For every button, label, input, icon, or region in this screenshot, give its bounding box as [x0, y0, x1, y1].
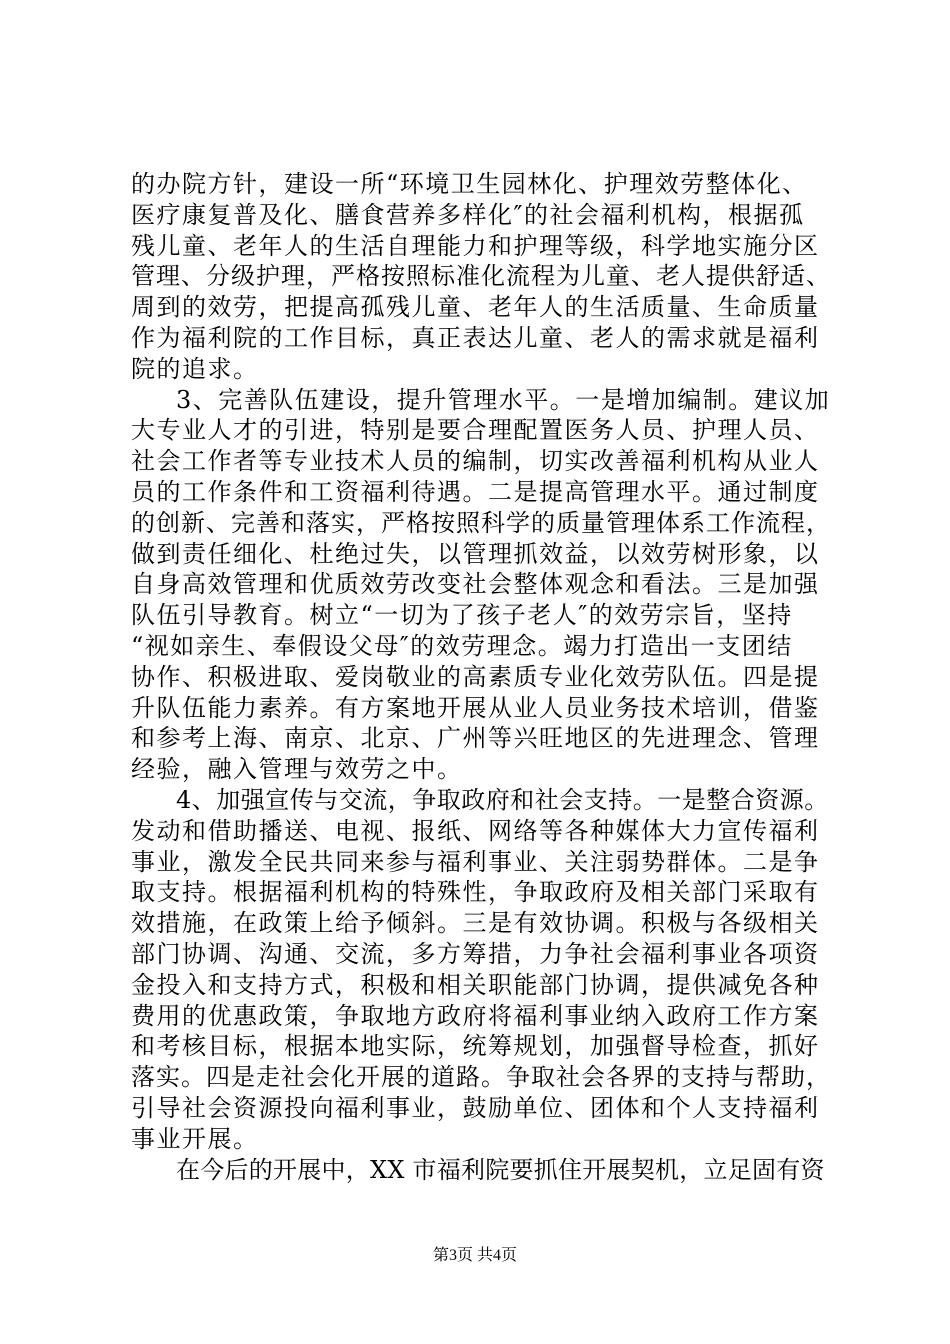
text-line: 落实。四是走社会化开展的道路。争取社会各界的支持与帮助，	[131, 1063, 831, 1092]
text-line: 医疗康复普及化、膳食营养多样化″的社会福利机构，根据孤	[131, 200, 805, 229]
text-line: 取支持。根据福利机构的特殊性，争取政府及相关部门采取有	[131, 878, 820, 907]
text-line: 4、加强宣传与交流，争取政府和社会支持。一是整合资源。	[176, 786, 829, 814]
text-line: 大专业人才的引进，特别是要合理配置医务人员、护理人员、	[131, 416, 820, 445]
text-line: 做到责任细化、杜绝过失，以管理抓效益，以效劳树形象，以	[131, 539, 820, 568]
text-line: 事业，激发全民共同来参与福利事业、关注弱势群体。二是争	[131, 847, 820, 876]
text-line: 员的工作条件和工资福利待遇。二是提高管理水平。通过制度	[131, 478, 820, 506]
text-line: 和参考上海、南京、北京、广州等兴旺地区的先进理念、管理	[131, 724, 820, 753]
text-line: 金投入和支持方式，积极和相关职能部门协调，提供减免各种	[131, 970, 820, 999]
text-line: “视如亲生、奉假设父母″的效劳理念。竭力打造出一支团结	[131, 632, 793, 660]
text-line: 升队伍能力素养。有方案地开展从业人员业务技术培训，借鉴	[131, 693, 820, 722]
text-line: 在今后的开展中，XX 市福利院要抓住开展契机，立足固有资	[176, 1155, 825, 1184]
text-line: 协作、积极进取、爱岗敬业的高素质专业化效劳队伍。四是提	[131, 662, 820, 691]
text-line: 费用的优惠政策，争取地方政府将福利事业纳入政府工作方案	[131, 1001, 820, 1030]
text-line: 的创新、完善和落实，严格按照科学的质量管理体系工作流程，	[131, 508, 831, 537]
text-line: 管理、分级护理，严格按照标准化流程为儿童、老人提供舒适、	[131, 262, 831, 291]
text-line: 院的追求。	[131, 354, 259, 383]
text-line: 自身高效管理和优质效劳改变社会整体观念和看法。三是加强	[131, 570, 820, 599]
text-line: 作为福利院的工作目标，真正表达儿童、老人的需求就是福利	[131, 324, 820, 352]
text-line: 部门协调、沟通、交流，多方筹措，力争社会福利事业各项资	[131, 940, 820, 968]
text-line: 队伍引导教育。树立“一切为了孩子老人″的效劳宗旨，坚持	[131, 601, 793, 630]
text-line: 发动和借助播送、电视、报纸、网络等各种媒体大力宣传福利	[131, 816, 820, 845]
text-line: 经验，融入管理与效劳之中。	[131, 755, 463, 784]
text-line: 社会工作者等专业技术人员的编制，切实改善福利机构从业人	[131, 447, 820, 476]
text-line: 3、完善队伍建设，提升管理水平。一是增加编制。建议加	[176, 385, 831, 414]
text-line: 和考核目标，根据本地实际，统筹规划，加强督导检查，抓好	[131, 1032, 820, 1061]
text-line: 引导社会资源投向福利事业，鼓励单位、团体和个人支持福利	[131, 1094, 820, 1122]
page-footer: 第3页 共4页	[432, 1247, 517, 1264]
text-line: 的办院方针，建设一所“环境卫生园林化、护理效劳整体化、	[131, 170, 808, 198]
text-line: 残儿童、老年人的生活自理能力和护理等级，科学地实施分区	[131, 231, 820, 260]
text-line: 效措施，在政策上给予倾斜。三是有效协调。积极与各级相关	[131, 909, 820, 938]
text-line: 周到的效劳，把提高孤残儿童、老年人的生活质量、生命质量	[131, 293, 820, 322]
text-line: 事业开展。	[131, 1124, 259, 1153]
